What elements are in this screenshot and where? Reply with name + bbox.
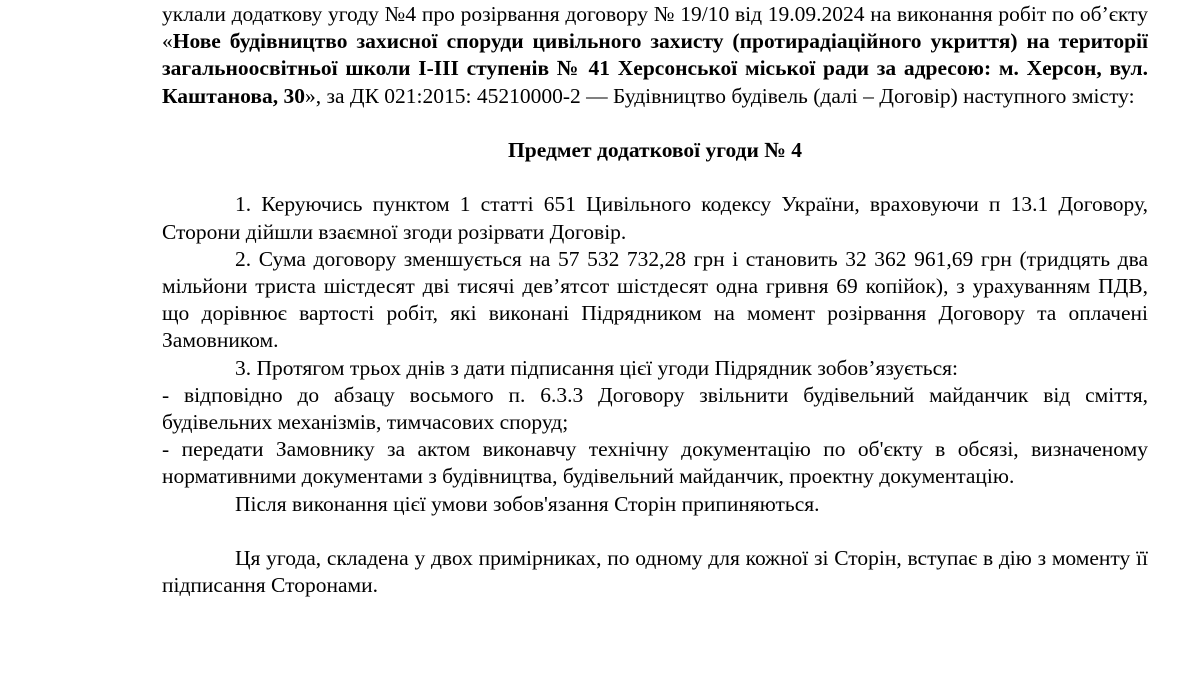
spacer — [162, 518, 1148, 545]
clause-2: 2. Сума договору зменшується на 57 532 732,28 грн і становить 32 362 961,69 грн (тридцять два мільйони триста шістдесят дві тисячі дев’ятсот шістдесят одна гривня 69 копійок), з урахуванням ПДВ, що дорівнює вартості робіт, які виконані Підрядником на момент розірвання Договору та оплачені Замовником. — [162, 246, 1148, 353]
clause-3: 3. Протягом трьох днів з дати підписання цієї угоди Підрядник зобов’язується: — [235, 355, 958, 380]
intro-object-name: Нове будівництво захисної споруди цивільного захисту (протирадіаційного укриття) на території загальноосвітньої школи І-ІІІ ступенів № 41 Херсонської міської ради за адресою: м. Херсон, вул. Каштанова, 30 — [162, 29, 1148, 108]
clause-3-item-2: - передати Замовнику за актом виконавчу технічну документацію по об'єкту в обсязі, визначеному нормативними документами з будівництва, будівельний майданчик, проектну документацію. — [162, 437, 1148, 489]
clause-1: 1. Керуючись пунктом 1 статті 651 Цивільного кодексу України, враховуючи п 13.1 Договору, Сторони дійшли взаємної згоди розірвати Договір. — [162, 192, 1148, 244]
intro-paragraph — [162, 1, 1148, 110]
intro-text-start: уклали додаткову угоду №4 про розірвання договору № 19/10 від 19.09.2024 на виконання робіт по об’єкту « — [162, 2, 1148, 54]
spacer — [162, 110, 1148, 137]
spacer — [162, 164, 1148, 191]
section-heading: Предмет додаткової угоди № 4 — [508, 138, 802, 162]
document-page — [162, 0, 1148, 599]
clause-3-conclusion: Після виконання цієї умови зобов'язання Сторін припиняються. — [235, 491, 820, 516]
closing-paragraph: Ця угода, складена у двох примірниках, по одному для кожної зі Сторін, вступає в дію з моменту її підписання Сторонами. — [162, 546, 1148, 598]
clause-3-item-1: - відповідно до абзацу восьмого п. 6.3.3 Договору звільнити будівельний майданчик від сміття, будівельних механізмів, тимчасових споруд; — [162, 382, 1148, 435]
intro-text-end: », за ДК 021:2015: 45210000-2 — Будівництво будівель (далі – Договір) наступного змісту: — [305, 83, 1135, 108]
